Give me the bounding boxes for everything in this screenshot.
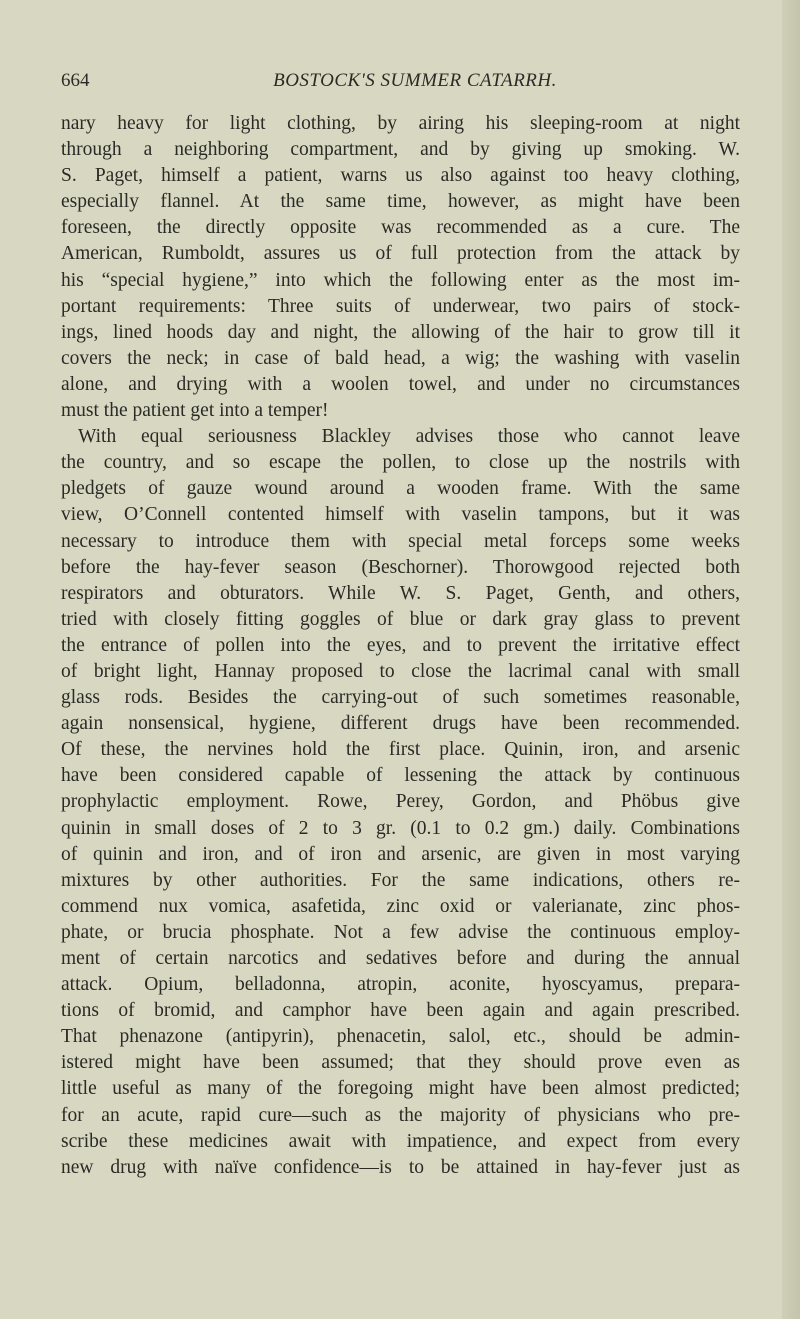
text-line: S. Paget, himself a patient, warns us also against too heavy clothing,	[61, 165, 740, 187]
text-line: With equal seriousness Blackley advises those who cannot leave	[78, 426, 740, 448]
text-line: scribe these medicines await with impatience, and expect from every	[61, 1130, 740, 1152]
text-line: the entrance of pollen into the eyes, and to prevent the irritative effect	[61, 634, 740, 656]
text-line: especially flannel. At the same time, however, as might have been	[61, 191, 740, 213]
text-line: for an acute, rapid cure—such as the majority of physicians who pre-	[61, 1104, 740, 1126]
text-line: his “special hygiene,” into which the following enter as the most im-	[61, 269, 740, 291]
text-line: of quinin and iron, and of iron and arsenic, are given in most varying	[61, 843, 740, 865]
text-line: tried with closely fitting goggles of blue or dark gray glass to prevent	[61, 608, 740, 630]
text-line: little useful as many of the foregoing might have been almost predicted;	[61, 1078, 740, 1100]
text-line: phate, or brucia phosphate. Not a few advise the continuous employ-	[61, 921, 740, 943]
text-line: necessary to introduce them with special metal forceps some weeks	[61, 530, 740, 552]
text-line: through a neighboring compartment, and by giving up smoking. W.	[61, 139, 740, 161]
text-line: new drug with naïve confidence—is to be attained in hay-fever just as	[61, 1156, 740, 1178]
text-line: pledgets of gauze wound around a wooden frame. With the same	[61, 478, 740, 500]
text-line: American, Rumboldt, assures us of full protection from the attack by	[61, 243, 740, 265]
page-number: 664	[61, 70, 90, 91]
text-line: ment of certain narcotics and sedatives before and during the annual	[61, 948, 740, 969]
text-line: attack. Opium, belladonna, atropin, aconite, hyoscyamus, prepara-	[61, 974, 740, 996]
page-edge-shadow	[782, 0, 800, 1319]
body-text	[61, 111, 740, 1181]
text-line: view, O’Connell contented himself with vaselin tampons, but it was	[61, 504, 740, 526]
text-line: istered might have been assumed; that they should prove even as	[61, 1052, 740, 1074]
running-title: BOSTOCK'S SUMMER CATARRH.	[273, 70, 557, 91]
text-line: have been considered capable of lessening the attack by continuous	[61, 765, 740, 787]
text-line: covers the neck; in case of bald head, a wig; the washing with vaselin	[61, 347, 740, 369]
text-line: Of these, the nervines hold the first place. Quinin, iron, and arsenic	[61, 739, 740, 761]
text-line: commend nux vomica, asafetida, zinc oxid or valerianate, zinc phos-	[61, 895, 740, 917]
text-line: portant requirements: Three suits of underwear, two pairs of stock-	[61, 295, 740, 317]
text-line: before the hay-fever season (Beschorner). Thorowgood rejected both	[61, 556, 740, 578]
text-line: prophylactic employment. Rowe, Perey, Gordon, and Phöbus give	[61, 791, 740, 813]
text-line: again nonsensical, hygiene, different drugs have been recommended.	[61, 713, 740, 735]
text-line: the country, and so escape the pollen, to close up the nostrils with	[61, 452, 740, 474]
text-line: glass rods. Besides the carrying-out of such sometimes reasonable,	[61, 687, 740, 709]
text-line: That phenazone (antipyrin), phenacetin, salol, etc., should be admin-	[61, 1026, 740, 1048]
text-line: foreseen, the directly opposite was recommended as a cure. The	[61, 217, 740, 239]
text-line: mixtures by other authorities. For the same indications, others re-	[61, 869, 740, 891]
text-line: tions of bromid, and camphor have been again and again prescribed.	[61, 1000, 740, 1022]
text-line: nary heavy for light clothing, by airing his sleeping-room at night	[61, 113, 740, 134]
text-line: of bright light, Hannay proposed to close the lacrimal canal with small	[61, 660, 740, 682]
text-line: ings, lined hoods day and night, the allowing of the hair to grow till it	[61, 321, 740, 343]
text-line: alone, and drying with a woolen towel, and under no circumstances	[61, 373, 740, 395]
text-line: must the patient get into a temper!	[61, 400, 329, 422]
text-line: respirators and obturators. While W. S. Paget, Genth, and others,	[61, 582, 740, 604]
text-line: quinin in small doses of 2 to 3 gr. (0.1 to 0.2 gm.) daily. Combinations	[61, 817, 740, 839]
